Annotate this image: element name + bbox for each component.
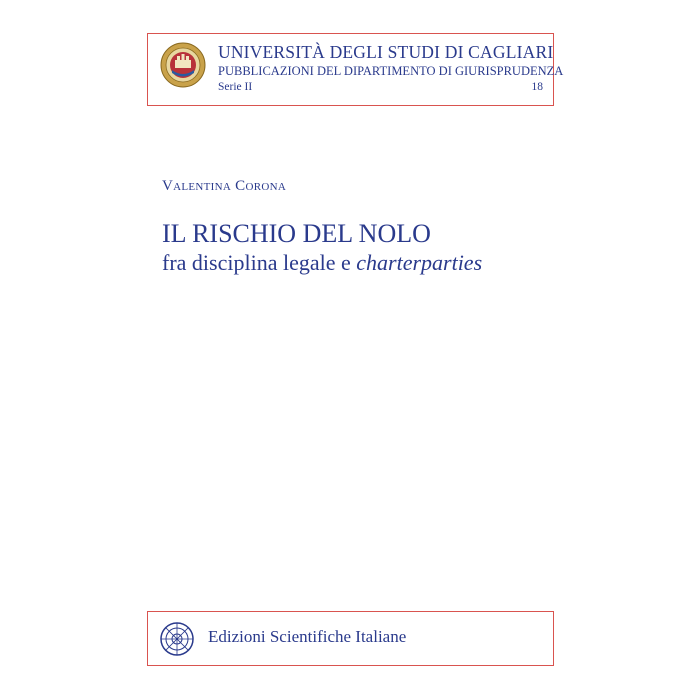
department-name: PUBBLICAZIONI DEL DIPARTIMENTO DI GIURISPRUDENZA: [218, 64, 564, 78]
book-title: IL RISCHIO DEL NOLO: [162, 219, 431, 248]
book-subtitle: [162, 250, 482, 276]
series-header-box: [147, 33, 564, 106]
author-name: Valentina Corona: [162, 178, 287, 194]
series-number: 18: [531, 81, 543, 93]
publisher-emblem-icon: [160, 622, 194, 656]
series-label: Serie II: [218, 81, 253, 93]
publisher-name: Edizioni Scientifiche Italiane: [208, 627, 407, 646]
subtitle-italic: charterparties: [356, 250, 483, 275]
university-name: UNIVERSITÀ DEGLI STUDI DI CAGLIARI: [218, 42, 554, 62]
publisher-box: [147, 611, 554, 666]
subtitle-plain: fra disciplina legale e: [162, 250, 357, 275]
university-seal-icon: [160, 42, 206, 88]
